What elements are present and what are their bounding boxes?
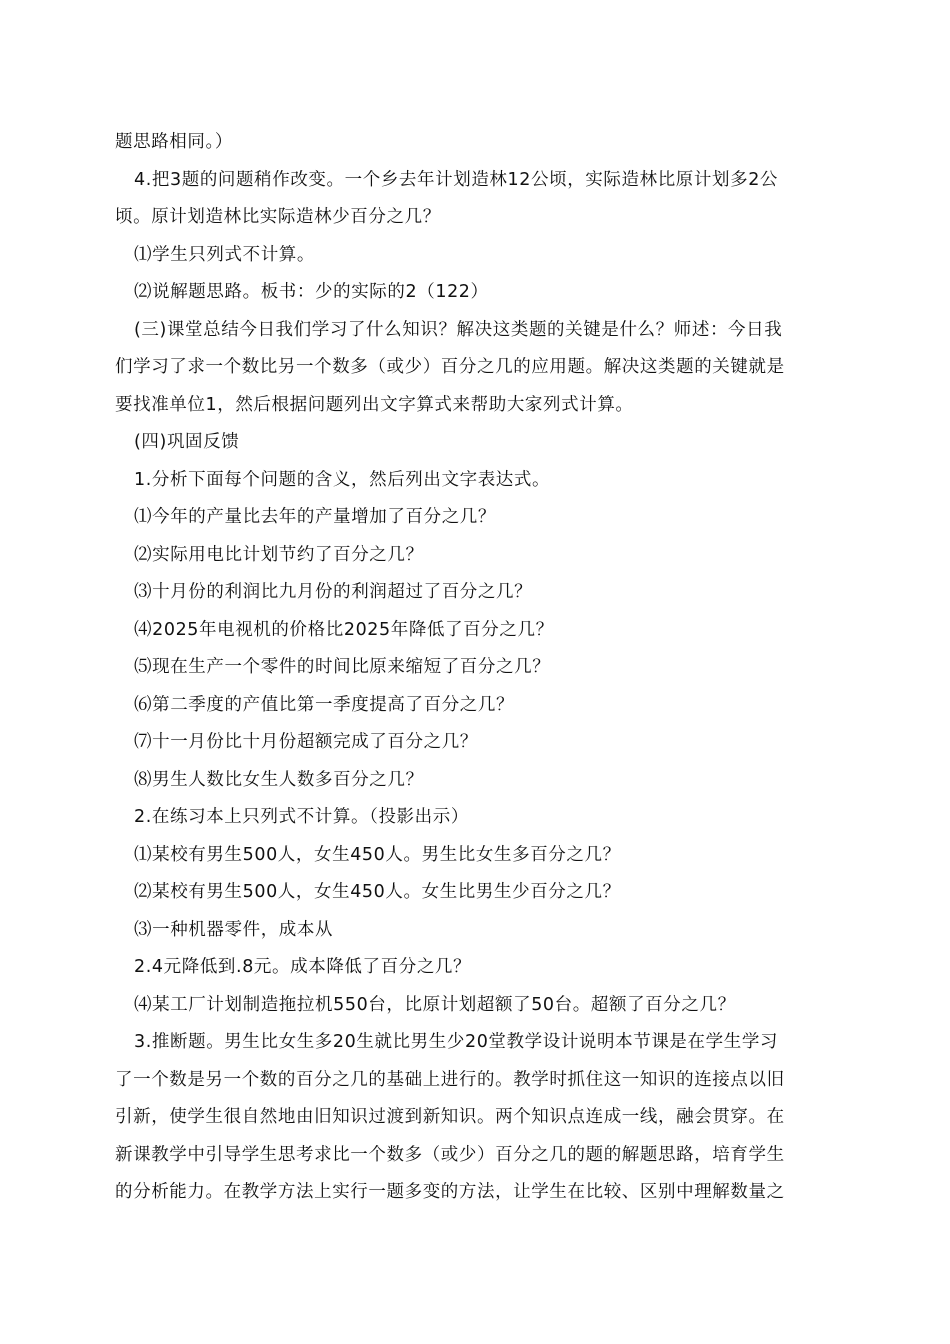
text-line: ⑺十一月份比十月份超额完成了百分之几？	[134, 732, 478, 752]
text-line: ⑻男生人数比女生人数多百分之几？	[134, 769, 424, 790]
text-line: ⑵说解题思路。板书：少的实际的2（122）	[134, 282, 489, 302]
text-line: ⑸现在生产一个零件的时间比原来缩短了百分之几？	[134, 657, 551, 677]
text-line: 们学习了求一个数比另一个数多（或少）百分之几的应用题。解决这类题的关键就是	[115, 357, 785, 377]
text-line: 1.分析下面每个问题的含义，然后列出文字表达式。	[134, 469, 551, 490]
text-line: ⑶十月份的利润比九月份的利润超过了百分之几？	[134, 582, 533, 602]
text-line: ⑵实际用电比计划节约了百分之几？	[134, 544, 424, 565]
text-line: 2.4元降低到.8元。成本降低了百分之几？	[134, 957, 472, 977]
text-line: ⑷2025年电视机的价格比2025年降低了百分之几？	[134, 619, 554, 640]
text-line: ⑵某校有男生500人，女生450人。女生比男生少百分之几？	[134, 882, 621, 902]
text-line: 的分析能力。在教学方法上实行一题多变的方法，让学生在比较、区别中理解数量之	[115, 1182, 785, 1202]
text-line: 引新，使学生很自然地由旧知识过渡到新知识。两个知识点连成一线，融会贯穿。在	[115, 1107, 785, 1127]
document-body	[115, 124, 840, 1212]
text-line: 了一个数是另一个数的百分之几的基础上进行的。教学时抓住这一知识的连接点以旧	[115, 1069, 785, 1090]
text-line: 要找准单位1，然后根据问题列出文字算式来帮助大家列式计算。	[115, 394, 634, 415]
text-line: 3.推断题。男生比女生多20生就比男生少20堂教学设计说明本节课是在学生学习	[134, 1032, 779, 1052]
text-line: (三)课堂总结今日我们学习了什么知识？解决这类题的关键是什么？师述：今日我	[134, 319, 783, 340]
text-line: 4.把3题的问题稍作改变。一个乡去年计划造林12公顷，实际造林比原计划多2公	[134, 169, 779, 190]
text-line: ⑹第二季度的产值比第一季度提高了百分之几？	[134, 694, 515, 715]
text-line: 题思路相同。）	[115, 132, 233, 152]
text-line: ⑴某校有男生500人，女生450人。男生比女生多百分之几？	[134, 844, 621, 865]
text-line: 新课教学中引导学生思考求比一个数多（或少）百分之几的题的解题思路，培育学生	[115, 1144, 785, 1165]
text-line: ⑴今年的产量比去年的产量增加了百分之几？	[134, 507, 496, 527]
text-line: (四)巩固反馈	[134, 432, 240, 452]
text-line: ⑶一种机器零件，成本从	[134, 919, 334, 940]
text-line: ⑷某工厂计划制造拖拉机550台，比原计划超额了50台。超额了百分之几？	[134, 994, 736, 1015]
text-line: ⑴学生只列式不计算。	[134, 244, 315, 265]
text-line: 顷。原计划造林比实际造林少百分之几？	[115, 207, 441, 227]
text-line: 2.在练习本上只列式不计算。（投影出示）	[134, 807, 469, 827]
